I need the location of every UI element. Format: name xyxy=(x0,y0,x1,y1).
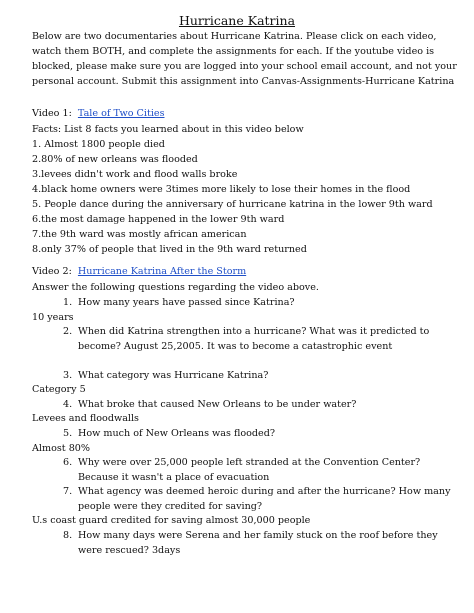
q5-text: How much of New Orleans was flooded? xyxy=(78,428,276,439)
q8-text-line2: were rescued? 3days xyxy=(78,545,181,556)
q6-text-line2: Because it wasn't a place of evacuation xyxy=(78,472,270,483)
q3-number: 3. xyxy=(63,370,73,381)
q1-answer: 10 years xyxy=(32,312,74,323)
video2-instructions: Answer the following questions regarding the video above. xyxy=(32,282,319,293)
video2-link[interactable]: Hurricane Katrina After the Storm xyxy=(77,266,247,277)
q2-text-line1: When did Katrina strengthen into a hurricane? What was it predicted to xyxy=(78,326,430,337)
q5-number: 5. xyxy=(63,428,73,439)
q6-text-line1: Why were over 25,000 people left stranded at the Convention Center? xyxy=(78,457,421,468)
intro-line-2: watch them BOTH, and complete the assignments for each. If the youtube video is xyxy=(32,46,435,57)
q7-text-line1: What agency was deemed heroic during and after the hurricane? How many xyxy=(78,486,451,497)
fact-7: 7.the 9th ward was mostly african american xyxy=(32,229,247,240)
facts-heading: Facts: List 8 facts you learned about in this video below xyxy=(32,124,304,135)
intro-line-1: Below are two documentaries about Hurricane Katrina. Please click on each video, xyxy=(32,31,437,42)
video1-heading xyxy=(32,108,165,120)
q4-number: 4. xyxy=(63,399,73,410)
fact-8: 8.only 37% of people that lived in the 9th ward returned xyxy=(32,244,307,255)
video2-heading xyxy=(32,266,246,278)
intro-line-4: personal account. Submit this assignment into Canvas-Assignments-Hurricane Katrina xyxy=(32,76,455,87)
q7-number: 7. xyxy=(63,486,73,497)
q2-text-line2: become? August 25,2005. It was to become a catastrophic event xyxy=(78,341,393,352)
video1-label: Video 1: xyxy=(32,108,72,119)
q1-number: 1. xyxy=(63,297,73,308)
q6-number: 6. xyxy=(63,457,73,468)
q3-answer: Category 5 xyxy=(32,384,86,395)
page-title: Hurricane Katrina xyxy=(178,13,296,28)
q7-answer: U.s coast guard credited for saving almost 30,000 people xyxy=(32,515,311,526)
fact-5: 5. People dance during the anniversary of hurricane katrina in the lower 9th ward xyxy=(32,199,433,210)
q8-text-line1: How many days were Serena and her family stuck on the roof before they xyxy=(78,530,438,541)
fact-3: 3.levees didn't work and flood walls broke xyxy=(32,169,238,180)
fact-4: 4.black home owners were 3times more likely to lose their homes in the flood xyxy=(32,184,411,195)
q4-answer: Levees and floodwalls xyxy=(32,413,139,424)
q5-answer: Almost 80% xyxy=(32,443,91,454)
fact-2: 2.80% of new orleans was flooded xyxy=(32,154,198,165)
fact-6: 6.the most damage happened in the lower 9th ward xyxy=(32,214,285,225)
q7-text-line2: people were they credited for saving? xyxy=(78,501,263,512)
q8-number: 8. xyxy=(63,530,73,541)
video2-label: Video 2: xyxy=(32,266,72,277)
q1-text: How many years have passed since Katrina? xyxy=(78,297,295,308)
fact-1: 1. Almost 1800 people died xyxy=(32,139,165,150)
q4-text: What broke that caused New Orleans to be under water? xyxy=(78,399,357,410)
intro-line-3: blocked, please make sure you are logged into your school email account, and not your xyxy=(32,61,457,72)
q3-text: What category was Hurricane Katrina? xyxy=(78,370,269,381)
q2-number: 2. xyxy=(63,326,73,337)
video1-link[interactable]: Tale of Two Cities xyxy=(77,108,165,119)
